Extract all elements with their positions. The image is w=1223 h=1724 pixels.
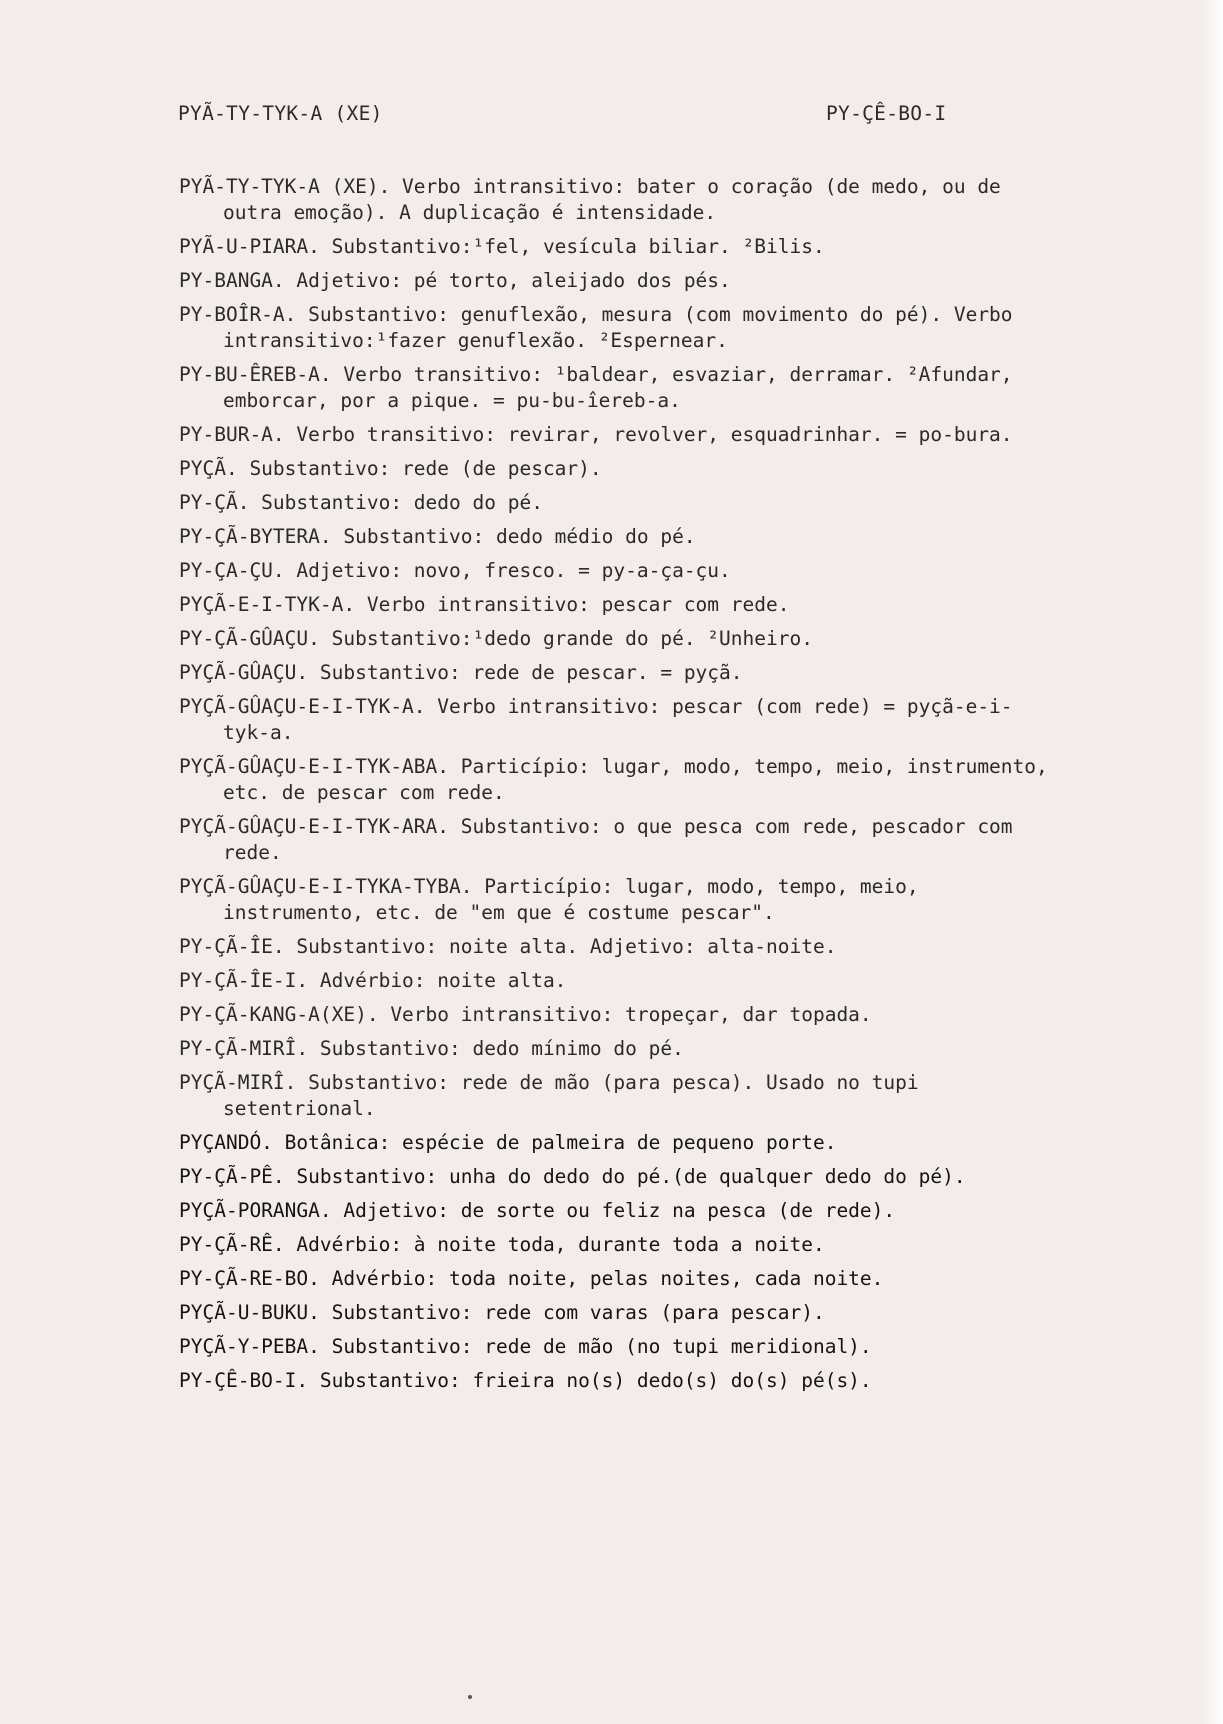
dictionary-entry: PYÇÃ-PORANGA. Adjetivo: de sorte ou feliz na pesca (de rede).	[179, 1199, 896, 1222]
dictionary-entry: PY-ÇÃ-PÊ. Substantivo: unha do dedo do pé.(de qualquer dedo do pé).	[179, 1165, 966, 1188]
dictionary-entry: PYÇÃ-GÛAÇU-E-I-TYK-A. Verbo intransitivo: pescar (com rede) = pyçã-e-i-tyk-a.	[179, 695, 1013, 744]
dictionary-entry: PYÇÃ-GÛAÇU-E-I-TYKA-TYBA. Particípio: lugar, modo, tempo, meio, instrumento, etc. de "em que é costume pescar".	[179, 875, 931, 924]
dictionary-entry: PY-BU-ÊREB-A. Verbo transitivo: ¹baldear, esvaziar, derramar. ²Afundar, emborcar, por a pique. = pu-bu-îereb-a.	[179, 363, 1025, 412]
dictionary-entry: PY-ÇÃ-MIRÎ. Substantivo: dedo mínimo do pé.	[179, 1037, 684, 1060]
dictionary-entry: PY-ÇÃ-BYTERA. Substantivo: dedo médio do pé.	[179, 525, 696, 548]
dictionary-entry: PY-ÇÃ-ÎE-I. Advérbio: noite alta.	[179, 969, 567, 992]
running-head-left: PYÃ-TY-TYK-A (XE)	[178, 102, 383, 125]
dictionary-entry: PY-BUR-A. Verbo transitivo: revirar, revolver, esquadrinhar. = po-bura.	[179, 423, 1013, 446]
dictionary-entry: PYÇÃ-GÛAÇU-E-I-TYK-ARA. Substantivo: o que pesca com rede, pescador com rede.	[179, 815, 1025, 864]
ink-speck	[468, 1695, 472, 1699]
dictionary-entry: PYÇÃ-MIRÎ. Substantivo: rede de mão (para pesca). Usado no tupi setentrional.	[179, 1071, 931, 1120]
dictionary-entry: PYÇÃ. Substantivo: rede (de pescar).	[179, 457, 602, 480]
dictionary-entry: PY-ÇÃ-GÛAÇU. Substantivo:¹dedo grande do pé. ²Unheiro.	[179, 627, 813, 650]
running-head-right: PY-ÇÊ-BO-I	[826, 102, 947, 125]
dictionary-entry: PY-BANGA. Adjetivo: pé torto, aleijado dos pés.	[179, 269, 731, 292]
dictionary-entry: PY-ÇÃ-RE-BO. Advérbio: toda noite, pelas noites, cada noite.	[179, 1267, 884, 1290]
dictionary-entry: PY-BOÎR-A. Substantivo: genuflexão, mesura (com movimento do pé). Verbo intransitivo:¹fazer genuflexão. ²Espernear.	[179, 303, 1025, 352]
page-edge	[1201, 0, 1223, 1724]
entry-list	[179, 174, 1059, 1402]
dictionary-entry: PYÇÃ-GÛAÇU. Substantivo: rede de pescar. = pyçã.	[179, 661, 743, 684]
dictionary-entry: PY-ÇÃ-RÊ. Advérbio: à noite toda, durante toda a noite.	[179, 1233, 825, 1256]
dictionary-entry: PYÇÃ-Y-PEBA. Substantivo: rede de mão (no tupi meridional).	[179, 1335, 872, 1358]
dictionary-entry: PYÃ-U-PIARA. Substantivo:¹fel, vesícula biliar. ²Bilis.	[179, 235, 825, 258]
dictionary-entry: PY-ÇA-ÇU. Adjetivo: novo, fresco. = py-a-ça-çu.	[179, 559, 731, 582]
dictionary-entry: PYÇANDÓ. Botânica: espécie de palmeira de pequeno porte.	[179, 1131, 837, 1154]
dictionary-entry: PY-ÇÃ-ÎE. Substantivo: noite alta. Adjetivo: alta-noite.	[179, 935, 837, 958]
dictionary-entry: PYÃ-TY-TYK-A (XE). Verbo intransitivo: bater o coração (de medo, ou de outra emoção). A duplicação é intensidade.	[179, 175, 1013, 224]
dictionary-entry: PY-ÇÊ-BO-I. Substantivo: frieira no(s) dedo(s) do(s) pé(s).	[179, 1369, 872, 1392]
dictionary-entry: PYÇÃ-E-I-TYK-A. Verbo intransitivo: pescar com rede.	[179, 593, 790, 616]
dictionary-entry: PYÇÃ-GÛAÇU-E-I-TYK-ABA. Particípio: lugar, modo, tempo, meio, instrumento, etc. de pescar com rede.	[179, 755, 1060, 804]
dictionary-entry: PY-ÇÃ-KANG-A(XE). Verbo intransitivo: tropeçar, dar topada.	[179, 1003, 872, 1026]
dictionary-entry: PY-ÇÃ. Substantivo: dedo do pé.	[179, 491, 543, 514]
dictionary-entry: PYÇÃ-U-BUKU. Substantivo: rede com varas (para pescar).	[179, 1301, 825, 1324]
